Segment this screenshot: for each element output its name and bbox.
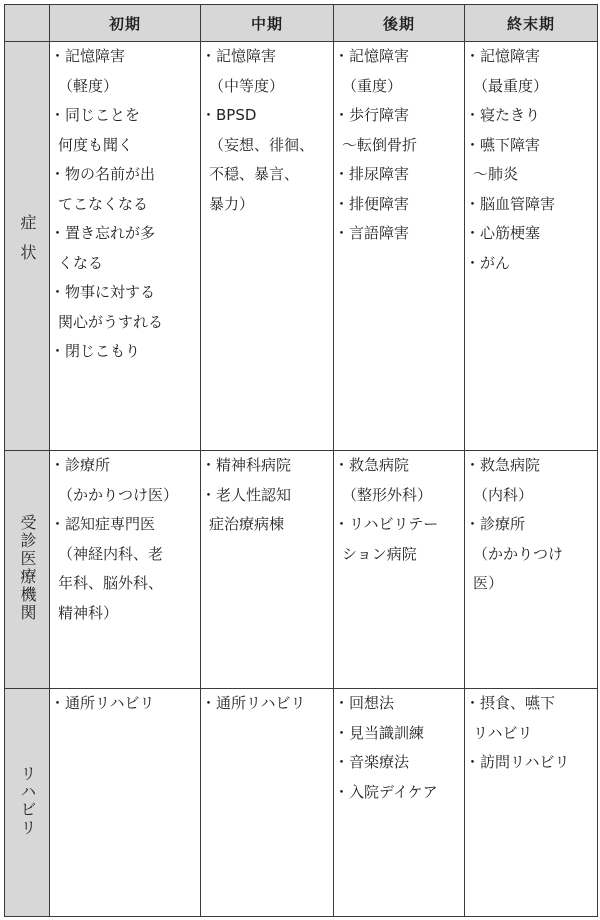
- list-item: [201, 451, 333, 481]
- list-item: [201, 481, 333, 540]
- item-list: [50, 689, 200, 719]
- list-item: [334, 451, 464, 510]
- item-text-continued: （神経内科、老: [58, 544, 164, 563]
- item-text: ・排尿障害: [334, 165, 410, 183]
- list-item: [201, 42, 333, 101]
- item-text: ・救急病院: [334, 456, 410, 474]
- item-text-continued: （軽度）: [58, 76, 119, 95]
- column-header-middle: 中期: [201, 5, 334, 42]
- item-list: [334, 451, 464, 569]
- item-text-continued: （中等度）: [209, 76, 285, 95]
- item-text-continued: （重度）: [342, 76, 403, 95]
- list-item: [334, 219, 464, 249]
- item-text: ・記憶障害: [465, 47, 541, 65]
- list-item: [465, 190, 597, 220]
- item-text: ・同じことを: [50, 106, 141, 124]
- list-item: [201, 101, 333, 219]
- row-label-rehabilitation: リハビリ: [18, 764, 37, 837]
- item-text: ・閉じこもり: [50, 342, 141, 360]
- column-header-terminal: 終末期: [465, 5, 598, 42]
- list-item: [50, 510, 200, 628]
- item-text-continued: （かかりつけ医）: [58, 485, 179, 504]
- item-text: ・認知症専門医: [50, 515, 156, 533]
- item-list: [465, 689, 597, 778]
- item-text: ・見当識訓練: [334, 723, 425, 742]
- item-text: ・嚥下障害: [465, 135, 541, 154]
- cell-symptoms-early: [50, 42, 201, 451]
- item-text: ・寝たきり: [465, 106, 541, 124]
- item-text: ・BPSD: [201, 106, 257, 124]
- row-label-symptoms: 症状: [18, 214, 37, 274]
- cell-institutions-early: [50, 451, 201, 689]
- item-list: [50, 451, 200, 628]
- list-item: [465, 510, 597, 599]
- item-text-continued: 関心がうすれる: [58, 312, 164, 331]
- item-text: ・リハビリテー: [334, 515, 439, 533]
- corner-cell: [5, 5, 50, 42]
- item-text: ・置き忘れが多: [50, 224, 156, 242]
- item-list: [465, 451, 597, 599]
- list-item: [334, 689, 464, 719]
- list-item: [50, 160, 200, 219]
- cell-rehab-early: [50, 689, 201, 917]
- item-text-continued: （かかりつけ: [473, 544, 564, 563]
- list-item: [50, 278, 200, 337]
- list-item: [465, 748, 597, 778]
- cell-rehab-terminal: [465, 689, 598, 917]
- list-item: [334, 160, 464, 190]
- item-text: ・心筋梗塞: [465, 224, 541, 242]
- item-text-continued: ～転倒骨折: [342, 135, 418, 154]
- item-text-continued: 症治療病棟: [209, 515, 285, 533]
- list-item: [50, 689, 200, 719]
- list-item: [334, 42, 464, 101]
- cell-institutions-terminal: [465, 451, 598, 689]
- list-item: [334, 748, 464, 778]
- list-item: [50, 337, 200, 367]
- item-text: ・訪問リハビリ: [465, 753, 570, 771]
- item-text-continued: 年科、脳外科、: [58, 574, 164, 592]
- dementia-stage-table: [4, 4, 598, 917]
- list-item: [465, 42, 597, 101]
- list-item: [465, 219, 597, 249]
- item-text: ・通所リハビリ: [201, 694, 306, 712]
- item-text: ・通所リハビリ: [50, 694, 155, 712]
- row-header-rehabilitation: [5, 689, 50, 917]
- item-text: ・摂食、嚥下: [465, 694, 556, 712]
- list-item: [465, 131, 597, 190]
- item-text-continued: （内科）: [473, 485, 534, 504]
- item-text: ・精神科病院: [201, 456, 292, 474]
- item-text: ・物の名前が出: [50, 165, 156, 183]
- item-text: ・がん: [465, 253, 511, 272]
- item-text: ・回想法: [334, 694, 395, 712]
- item-list: [334, 689, 464, 807]
- row-header-symptoms: [5, 42, 50, 451]
- item-text: ・記憶障害: [50, 47, 126, 65]
- item-text: ・歩行障害: [334, 106, 410, 124]
- list-item: [50, 451, 200, 510]
- item-text: ・老人性認知: [201, 485, 292, 504]
- row-label-medical-institutions: 受診医療機関: [18, 513, 37, 622]
- item-text-continued: 精神科）: [58, 603, 119, 622]
- item-list: [334, 42, 464, 249]
- item-text-continued: ション病院: [342, 544, 417, 563]
- item-text: ・診療所: [465, 515, 526, 533]
- item-text-continued: くなる: [58, 253, 104, 272]
- list-item: [334, 190, 464, 220]
- list-item: [465, 689, 597, 748]
- row-medical-institutions: [5, 451, 598, 689]
- cell-symptoms-terminal: [465, 42, 598, 451]
- list-item: [334, 101, 464, 160]
- item-text: ・言語障害: [334, 224, 410, 242]
- item-list: [201, 451, 333, 540]
- item-text-continued: 不穏、暴言、: [209, 165, 300, 183]
- item-list: [465, 42, 597, 278]
- item-list: [201, 689, 333, 719]
- item-text-continued: （最重度）: [473, 76, 549, 95]
- cell-rehab-late: [334, 689, 465, 917]
- cell-symptoms-middle: [201, 42, 334, 451]
- cell-symptoms-late: [334, 42, 465, 451]
- row-symptoms: [5, 42, 598, 451]
- list-item: [465, 101, 597, 131]
- list-item: [50, 101, 200, 160]
- column-header-late: 後期: [334, 5, 465, 42]
- item-text: ・脳血管障害: [465, 194, 556, 213]
- list-item: [465, 249, 597, 279]
- item-text: ・診療所: [50, 456, 111, 474]
- item-text-continued: 何度も聞く: [58, 135, 134, 154]
- item-text: ・物事に対する: [50, 283, 156, 301]
- item-text: ・入院デイケア: [334, 782, 438, 801]
- row-rehabilitation: [5, 689, 598, 917]
- item-text-continued: リハビリ: [473, 723, 533, 742]
- list-item: [201, 689, 333, 719]
- cell-institutions-middle: [201, 451, 334, 689]
- item-text-continued: 医）: [473, 574, 504, 592]
- item-list: [50, 42, 200, 367]
- item-text: ・音楽療法: [334, 753, 410, 771]
- item-text-continued: 暴力）: [209, 194, 255, 213]
- header-row: [5, 5, 598, 42]
- cell-institutions-late: [334, 451, 465, 689]
- list-item: [334, 510, 464, 569]
- list-item: [50, 219, 200, 278]
- item-text-continued: （整形外科）: [342, 485, 433, 504]
- item-list: [201, 42, 333, 219]
- list-item: [334, 778, 464, 808]
- item-text-continued: てこなくなる: [58, 194, 149, 213]
- item-text: ・記憶障害: [201, 47, 277, 65]
- list-item: [50, 42, 200, 101]
- list-item: [334, 719, 464, 749]
- item-text: ・記憶障害: [334, 47, 410, 65]
- item-text-continued: （妄想、徘徊、: [209, 135, 315, 154]
- column-header-early: 初期: [50, 5, 201, 42]
- list-item: [465, 451, 597, 510]
- row-header-medical-institutions: [5, 451, 50, 689]
- item-text: ・排便障害: [334, 194, 410, 213]
- item-text-continued: ～肺炎: [473, 165, 519, 183]
- cell-rehab-middle: [201, 689, 334, 917]
- item-text: ・救急病院: [465, 456, 541, 474]
